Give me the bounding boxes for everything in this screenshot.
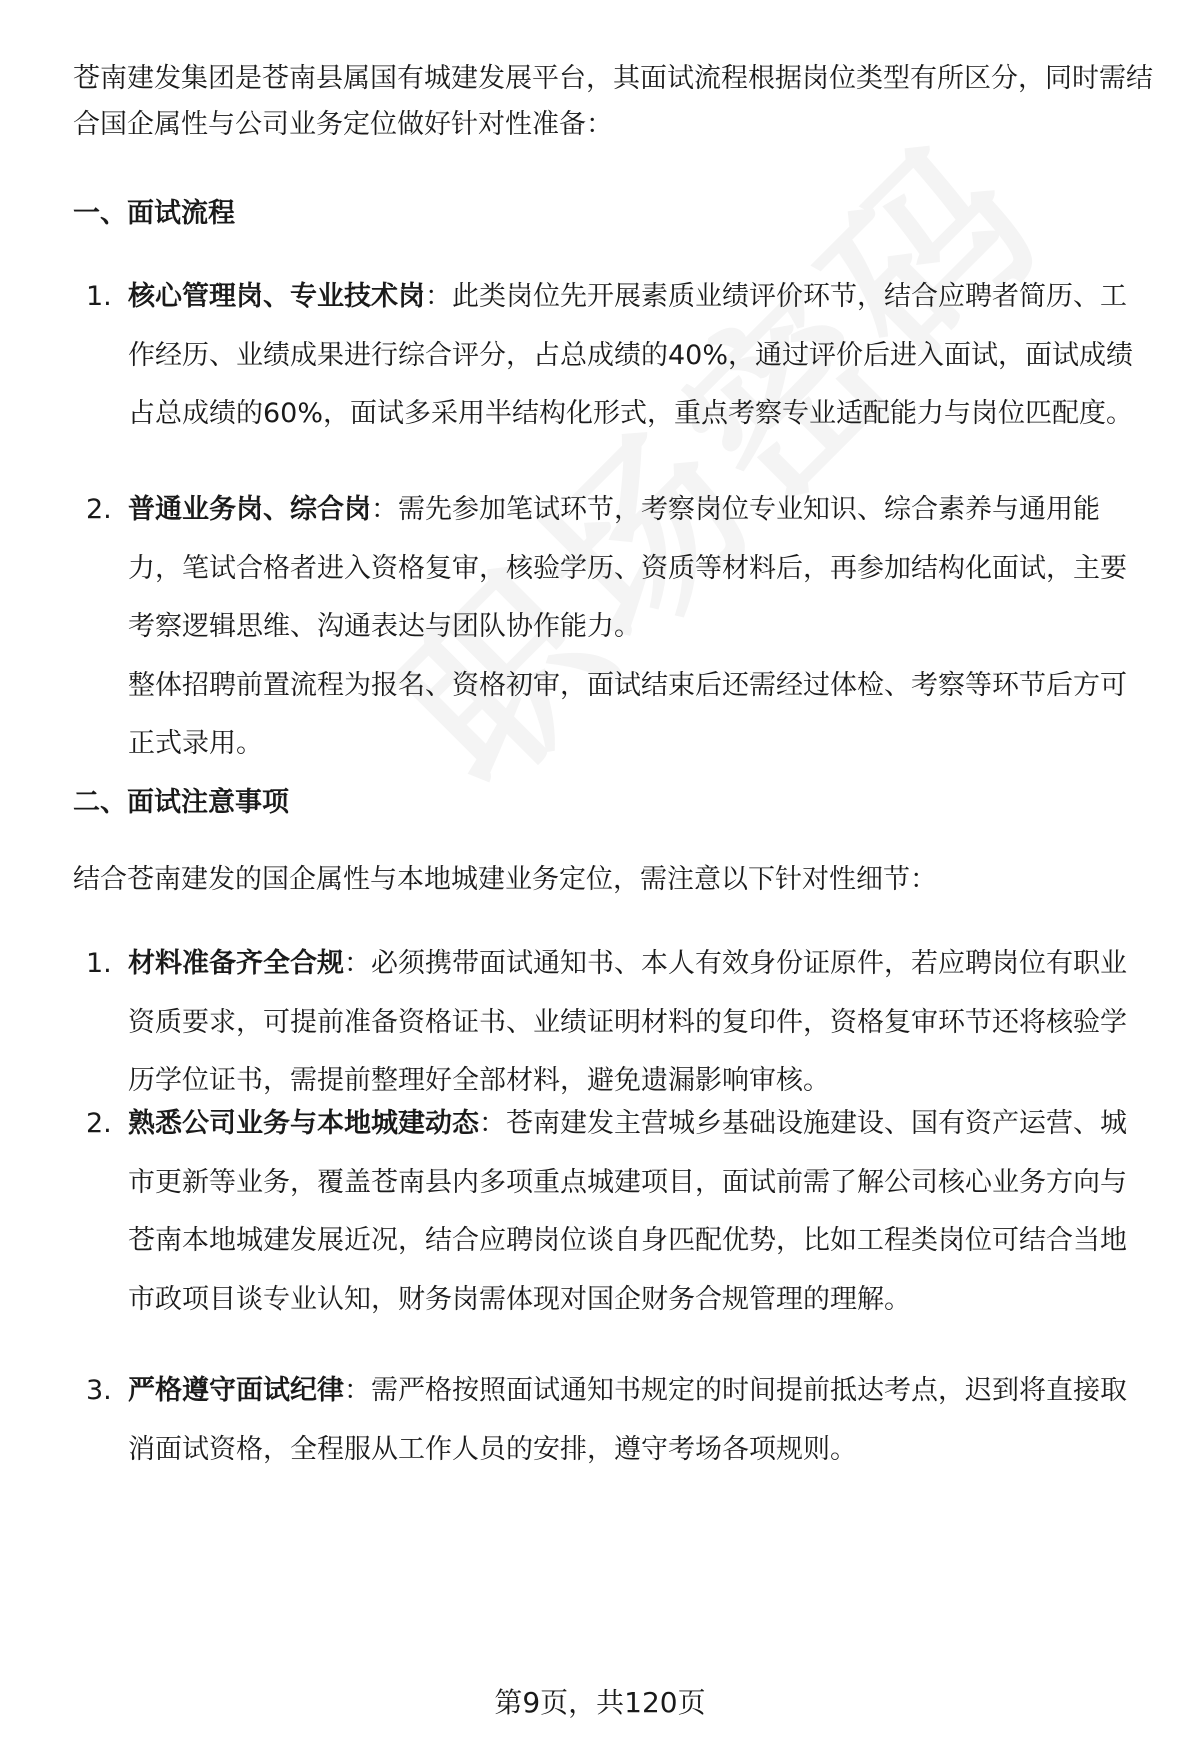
list-number: 1. — [86, 948, 112, 979]
list-item-body — [128, 1095, 1153, 1329]
section1-item-1 — [73, 268, 1153, 444]
list-item-text: ：需严格按照面试通知书规定的时间提前抵达考点，迟到将直接取消面试资格，全程服从工作人员的安排，遵守考场各项规则。 — [128, 1375, 1127, 1465]
list-item-body — [128, 1362, 1153, 1479]
list-item-extra-text: 整体招聘前置流程为报名、资格初审，面试结束后还需经过体检、考察等环节后方可正式录用。 — [128, 669, 1127, 759]
list-item-text: ：此类岗位先开展素质业绩评价环节，结合应聘者简历、工作经历、业绩成果进行综合评分，占总成绩的40%，通过评价后进入面试，面试成绩占总成绩的60%，面试多采用半结构化形式，重点考察专业适配能力与岗位匹配度。 — [128, 281, 1134, 429]
list-item-body — [128, 481, 1153, 657]
list-item-text: ：需先参加笔试环节，考察岗位专业知识、综合素养与通用能力，笔试合格者进入资格复审，核验学历、资质等材料后，再参加结构化面试，主要考察逻辑思维、沟通表达与团队协作能力。 — [128, 494, 1127, 642]
list-number: 2. — [86, 494, 112, 525]
list-item-text: ：必须携带面试通知书、本人有效身份证原件，若应聘岗位有职业资质要求，可提前准备资格证书、业绩证明材料的复印件，资格复审环节还将核验学历学位证书，需提前整理好全部材料，避免遗漏影响审核。 — [128, 948, 1127, 1096]
list-number: 2. — [86, 1108, 112, 1139]
list-item-bold-label: 材料准备齐全合规 — [128, 948, 344, 979]
list-number: 3. — [86, 1375, 112, 1406]
list-item-body — [128, 935, 1153, 1111]
list-item-bold-label: 熟悉公司业务与本地城建动态 — [128, 1108, 479, 1139]
section1-item-2 — [73, 481, 1153, 774]
list-item-bold-label: 核心管理岗、专业技术岗 — [128, 281, 425, 312]
section2-item-1 — [73, 935, 1153, 1111]
list-item-bold-label: 严格遵守面试纪律 — [128, 1375, 344, 1406]
section1-heading: 一、面试流程 — [73, 198, 235, 229]
section2-heading: 二、面试注意事项 — [73, 787, 289, 818]
section2-item-2 — [73, 1095, 1153, 1329]
section2-intro-paragraph: 结合苍南建发的国企属性与本地城建业务定位，需注意以下针对性细节： — [73, 864, 937, 895]
section2-item-3 — [73, 1362, 1153, 1479]
list-number: 1. — [86, 281, 112, 312]
list-item-body — [128, 268, 1153, 444]
intro-paragraph: 苍南建发集团是苍南县属国有城建发展平台，其面试流程根据岗位类型有所区分，同时需结合国企属性与公司业务定位做好针对性准备： — [73, 63, 1153, 140]
page-footer: 第9页，共120页 — [494, 1686, 706, 1719]
list-item-bold-label: 普通业务岗、综合岗 — [128, 494, 371, 525]
list-item-text: ：苍南建发主营城乡基础设施建设、国有资产运营、城市更新等业务，覆盖苍南县内多项重点城建项目，面试前需了解公司核心业务方向与苍南本地城建发展近况，结合应聘岗位谈自身匹配优势，比如工程类岗位可结合当地市政项目谈专业认知，财务岗需体现对国企财务合规管理的理解。 — [128, 1108, 1127, 1315]
